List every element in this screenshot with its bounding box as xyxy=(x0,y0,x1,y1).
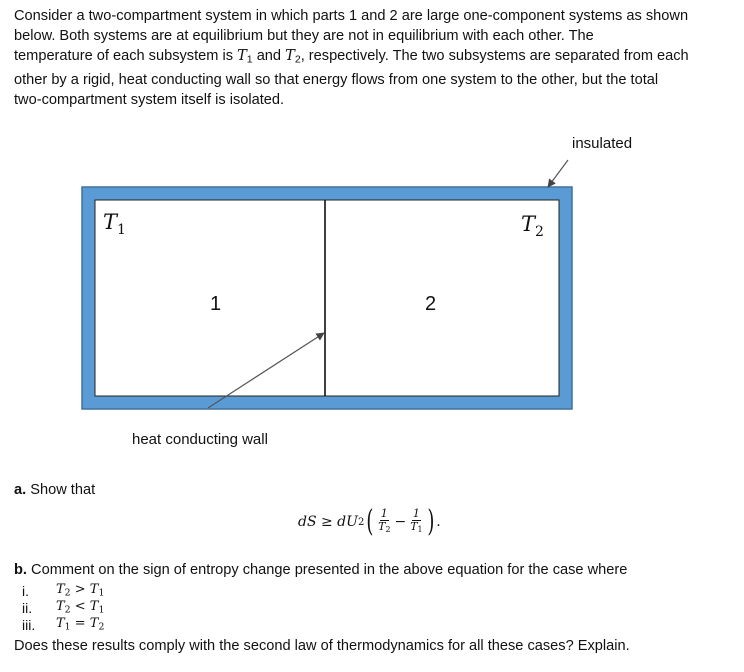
intro-line: below. Both systems are at equilibrium but they are not in equilibrium with each other. The xyxy=(14,28,594,44)
intro-line: two-compartment system itself is isolated. xyxy=(14,91,285,108)
t1-label: $T_1$ xyxy=(103,210,126,238)
two-compartment-diagram xyxy=(0,130,744,460)
intro-line: temperature of each subsystem is $T_1$ and $T_2$, respectively. The two subsystems are separated from each xyxy=(14,47,689,66)
problem-intro xyxy=(14,6,730,110)
case-item: i. $T_2 > T_1$ xyxy=(22,582,105,599)
insulated-arrow xyxy=(548,160,568,187)
intro-line: other by a rigid, heat conducting wall so that energy flows from one system to the other, but the total xyxy=(14,71,659,88)
inner-chamber xyxy=(95,200,559,396)
heat-wall-label: heat conducting wall xyxy=(132,431,268,448)
closing-question: Does these results comply with the second law of thermodynamics for all these cases? Explain. xyxy=(14,638,630,654)
intro-line: Consider a two-compartment system in which parts 1 and 2 are large one-component systems as shown xyxy=(14,8,689,24)
part-a-prompt: a. Show that xyxy=(14,482,96,498)
case-item: iii. $T_1 = T_2$ xyxy=(22,616,105,633)
t2-label: $T_2$ xyxy=(521,212,544,240)
case-list xyxy=(22,582,104,633)
compartment-2-label: 2 xyxy=(425,293,437,315)
entropy-inequality: dS ≥ dU 2 ( $\frac{1}{T_2}$ − $\frac{1}{T_1}$ ) . xyxy=(298,504,441,539)
case-item: ii. $T_2 < T_1$ xyxy=(22,599,105,616)
part-b-prompt: b. Comment on the sign of entropy change presented in the above equation for the case where xyxy=(14,562,628,578)
insulated-label: insulated xyxy=(572,135,633,152)
compartment-1-label: 1 xyxy=(210,293,222,315)
